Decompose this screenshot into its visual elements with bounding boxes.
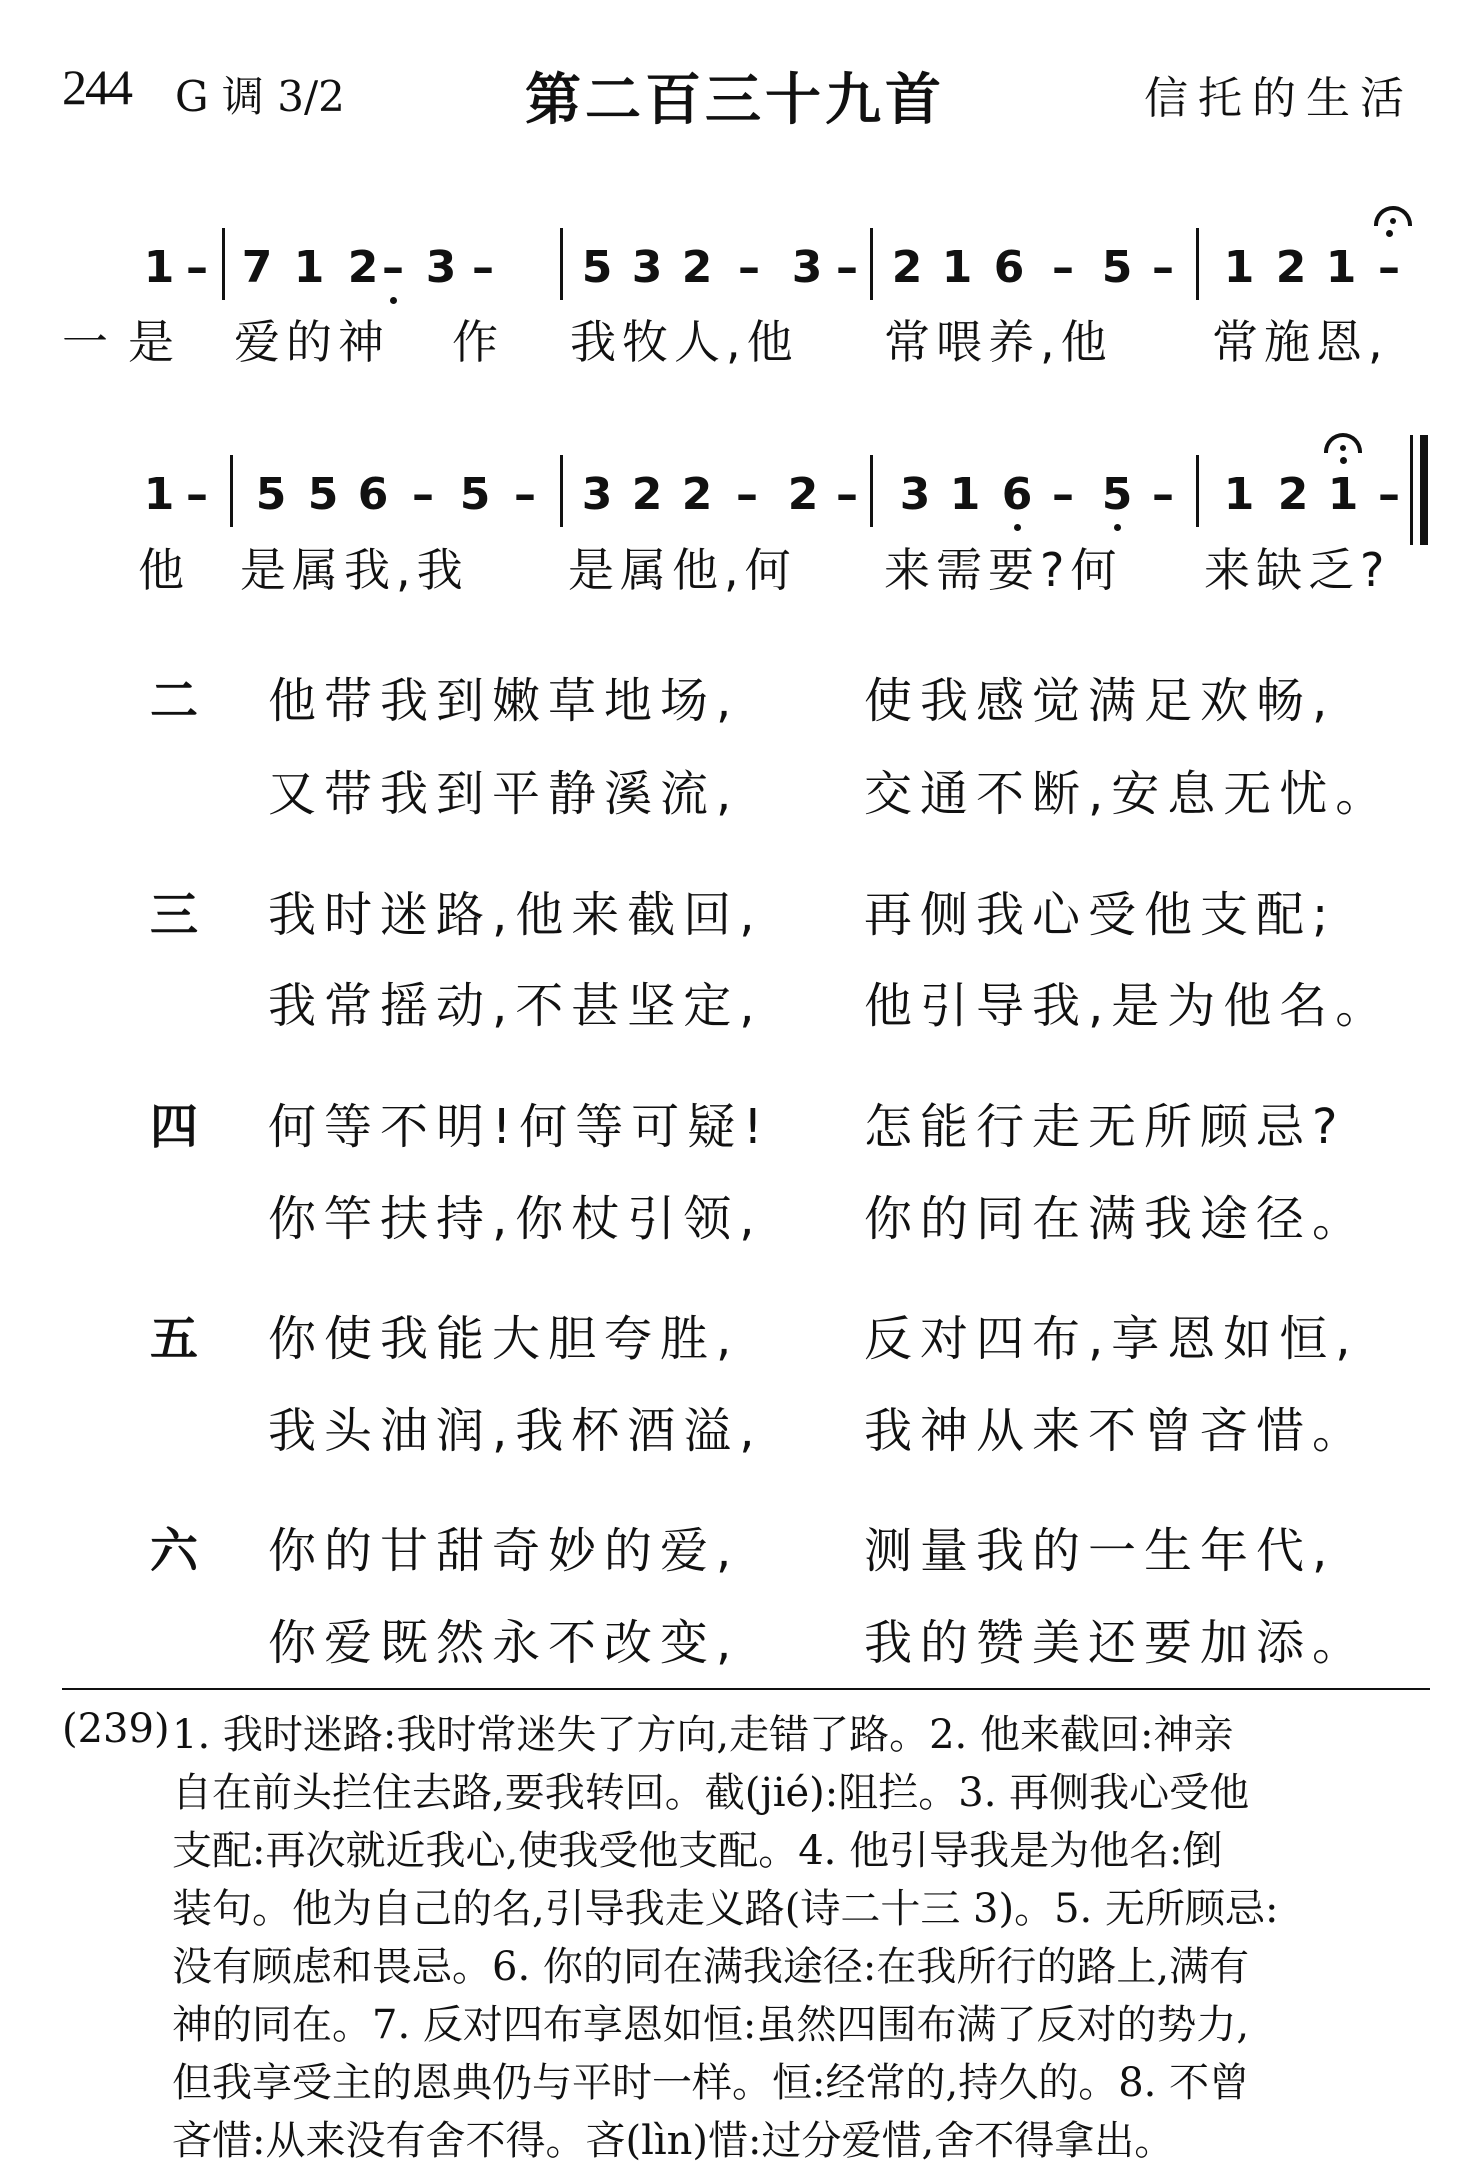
topic-label: 信托的生活: [1144, 73, 1414, 124]
note-digit: 3: [899, 469, 931, 520]
note-digit: 2: [681, 469, 713, 520]
bar-line: [222, 228, 225, 300]
note-digit: 2: [891, 242, 923, 293]
hymn-number: 244: [62, 59, 131, 115]
verse-number: 六: [150, 1523, 199, 1579]
note-dash: –: [514, 469, 536, 520]
bar-line: [1196, 455, 1199, 527]
footnote-ref: (239): [62, 1706, 170, 1752]
lyric-1-1: 是: [128, 315, 180, 369]
verse-line: 使我感觉满足欢畅,: [864, 673, 1336, 729]
note-dash: –: [412, 469, 434, 520]
note-digit: 1: [1325, 242, 1357, 293]
note-digit: 1: [143, 242, 175, 293]
note-digit: 5: [581, 242, 613, 293]
note-digit: 6: [357, 469, 389, 520]
notation-line-1: [0, 228, 1470, 308]
note-dash: –: [1052, 469, 1074, 520]
footnote-line: 神的同在。7. 反对四布享恩如恒:虽然四围布满了反对的势力,: [172, 2002, 1250, 2048]
verse-line: 测量我的一生年代,: [864, 1523, 1336, 1579]
note-dash: –: [380, 238, 406, 298]
footnote-line: 1. 我时迷路:我时常迷失了方向,走错了路。2. 他来截回:神亲: [172, 1712, 1234, 1758]
note-digit: 5: [1100, 465, 1134, 525]
bar-line: [1196, 228, 1199, 300]
verse-line: 反对四布,享恩如恒,: [864, 1311, 1359, 1367]
lyric-1-5: 常喂养,他: [884, 315, 1113, 369]
note-dash: –: [186, 242, 208, 293]
final-bar-line: [1420, 435, 1428, 545]
note-digit: 2: [631, 469, 663, 520]
footnote-line: 但我享受主的恩典仍与平时一样。恒:经常的,持久的。8. 不曾: [172, 2060, 1250, 2106]
note-digit: 2: [1277, 469, 1309, 520]
bar-line: [560, 455, 563, 527]
verse-line: 我的赞美还要加添。: [864, 1615, 1369, 1671]
verse-line: 我神从来不曾吝惜。: [864, 1403, 1369, 1459]
verse-number: 四: [150, 1099, 199, 1155]
lyric-2-1: 他: [138, 543, 190, 597]
verse-number: 二: [150, 673, 199, 729]
note-dash: –: [836, 242, 858, 293]
note-dash: –: [1378, 469, 1400, 520]
note-digit: 2: [1275, 242, 1307, 293]
bar-line: [870, 228, 873, 300]
note-digit: 2: [787, 469, 819, 520]
footnote-line: 吝惜:从来没有舍不得。吝(lìn)惜:过分爱惜,舍不得拿出。: [172, 2118, 1175, 2164]
note-digit: 3: [581, 469, 613, 520]
note-digit: 3: [425, 242, 457, 293]
verse-line: 我常摇动,不甚坚定,: [268, 978, 763, 1034]
verse-line: 你的甘甜奇妙的爱,: [268, 1523, 740, 1579]
note-digit: 5: [255, 469, 287, 520]
lyric-1-3: 作: [452, 315, 504, 369]
note-digit: 1: [949, 469, 981, 520]
note-dash: –: [836, 469, 858, 520]
verse-number: 三: [150, 887, 199, 943]
verse-line: 你竿扶持,你杖引领,: [268, 1191, 763, 1247]
note-digit: 2: [347, 242, 379, 293]
footnote-line: 自在前头拦住去路,要我转回。截(jié):阻拦。3. 再侧我心受他: [172, 1770, 1250, 1816]
lyric-2-5: 来缺乏?: [1204, 543, 1391, 597]
footnote-line: 没有顾虑和畏忌。6. 你的同在满我途径:在我所行的路上,满有: [172, 1944, 1250, 1990]
note-dash: –: [1376, 238, 1402, 298]
verse-line: 何等不明!何等可疑!: [268, 1099, 771, 1155]
note-dash: –: [1052, 242, 1074, 293]
note-digit: 1: [143, 469, 175, 520]
verse-line: 你的同在满我途径。: [864, 1191, 1369, 1247]
note-digit: 6: [1000, 465, 1034, 525]
notation-line-2: [0, 455, 1470, 535]
note-digit: 7: [241, 242, 273, 293]
note-digit: 5: [307, 469, 339, 520]
footnote-text: [172, 1706, 1432, 2170]
note-dash: –: [472, 242, 494, 293]
verse-line: 他带我到嫩草地场,: [268, 673, 740, 729]
verse-number: 五: [150, 1311, 199, 1367]
note-digit: 1: [1223, 242, 1255, 293]
note-dash: –: [1152, 469, 1174, 520]
key-signature: G 调 3/2: [175, 72, 345, 121]
page-title: 第二百三十九首: [525, 68, 945, 133]
lyric-2-3: 是属他,何: [568, 543, 797, 597]
lyric-1-2: 爱的神: [234, 315, 390, 369]
note-digit: 5: [459, 469, 491, 520]
verse-line: 我头油润,我杯酒溢,: [268, 1403, 763, 1459]
lyric-2-2: 是属我,我: [240, 543, 469, 597]
lyric-2-4: 来需要?何: [884, 543, 1123, 597]
verse-line: 怎能行走无所顾忌?: [864, 1099, 1346, 1155]
verse-line: 我时迷路,他来截回,: [268, 887, 763, 943]
note-digit: 3: [791, 242, 823, 293]
note-digit: 1: [293, 242, 325, 293]
verse-line: 交通不断,安息无忧。: [864, 766, 1392, 822]
verse-line: 你爱既然永不改变,: [268, 1615, 740, 1671]
lyric-1-4: 我牧人,他: [570, 315, 799, 369]
verse-line: 再侧我心受他支配;: [864, 887, 1337, 943]
fermata-icon: [1324, 433, 1362, 453]
note-dash: –: [1152, 242, 1174, 293]
lyric-1-6: 常施恩,: [1212, 315, 1389, 369]
note-dash: –: [736, 469, 758, 520]
note-digit: 6: [993, 242, 1025, 293]
note-digit: 2: [681, 242, 713, 293]
final-bar-line: [1410, 435, 1413, 545]
note-digit: 3: [631, 242, 663, 293]
bar-line: [870, 455, 873, 527]
verse-line: 他引导我,是为他名。: [864, 978, 1392, 1034]
divider: [62, 1688, 1430, 1690]
note-digit: 1: [1223, 469, 1255, 520]
note-dash: –: [186, 469, 208, 520]
verse-line: 你使我能大胆夸胜,: [268, 1311, 740, 1367]
footnote-line: 支配:再次就近我心,使我受他支配。4. 他引导我是为他名:倒: [172, 1828, 1223, 1874]
bar-line: [230, 455, 233, 527]
verse-number-1: 一: [62, 315, 114, 369]
verse-line: 又带我到平静溪流,: [268, 766, 740, 822]
fermata-icon: [1374, 206, 1412, 226]
note-dash: –: [738, 242, 760, 293]
footnote-line: 装句。他为自己的名,引导我走义路(诗二十三 3)。5. 无所顾忌:: [172, 1886, 1279, 1932]
bar-line: [560, 228, 563, 300]
note-digit: 1: [1326, 465, 1360, 525]
note-digit: 1: [941, 242, 973, 293]
note-digit: 5: [1101, 242, 1133, 293]
